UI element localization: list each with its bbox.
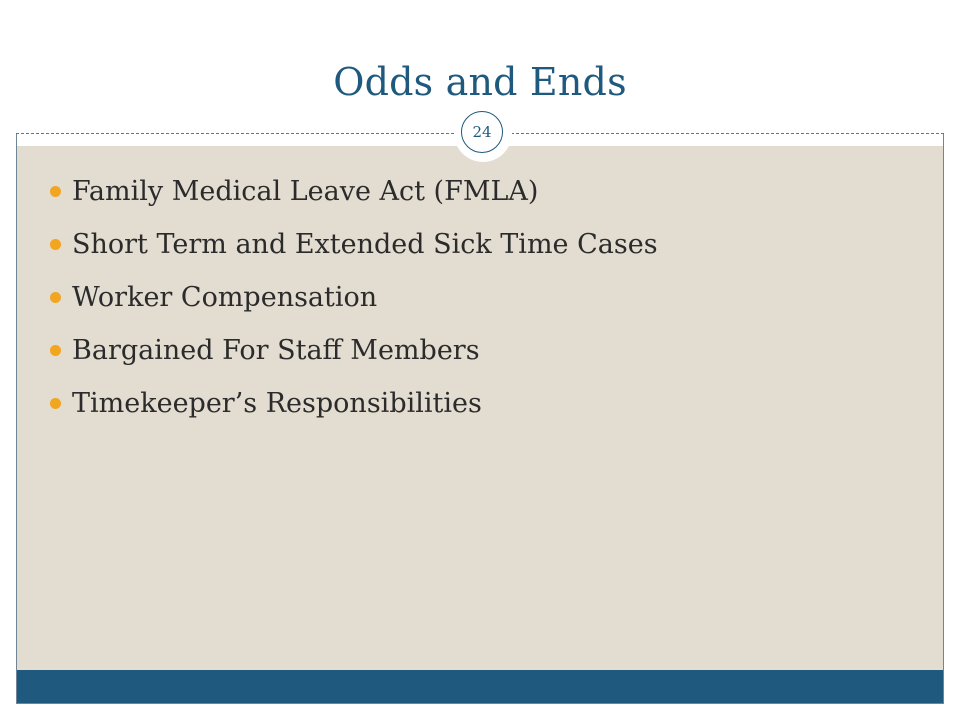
bullet-marker-icon [50,398,61,409]
bullet-text: Short Term and Extended Sick Time Cases [72,229,658,260]
bullet-text: Bargained For Staff Members [72,335,480,366]
footer-bar [17,670,943,703]
bullet-marker-icon [50,239,61,250]
bullet-marker-icon [50,292,61,303]
page-number-ring [461,111,503,153]
slide-title: Odds and Ends [333,60,627,104]
bullet-marker-icon [50,345,61,356]
bullet-marker-icon [50,186,61,197]
bullet-item [50,218,910,271]
bullet-item [50,377,910,430]
bullet-text: Family Medical Leave Act (FMLA) [72,176,539,207]
page-number: 24 [472,122,492,141]
bullet-item [50,165,910,218]
bullet-text: Worker Compensation [72,282,378,313]
bullet-item [50,324,910,377]
bullet-text: Timekeeper’s Responsibilities [72,388,482,419]
bullet-item [50,271,910,324]
page-number-badge [454,104,512,162]
bullet-list [50,165,910,430]
